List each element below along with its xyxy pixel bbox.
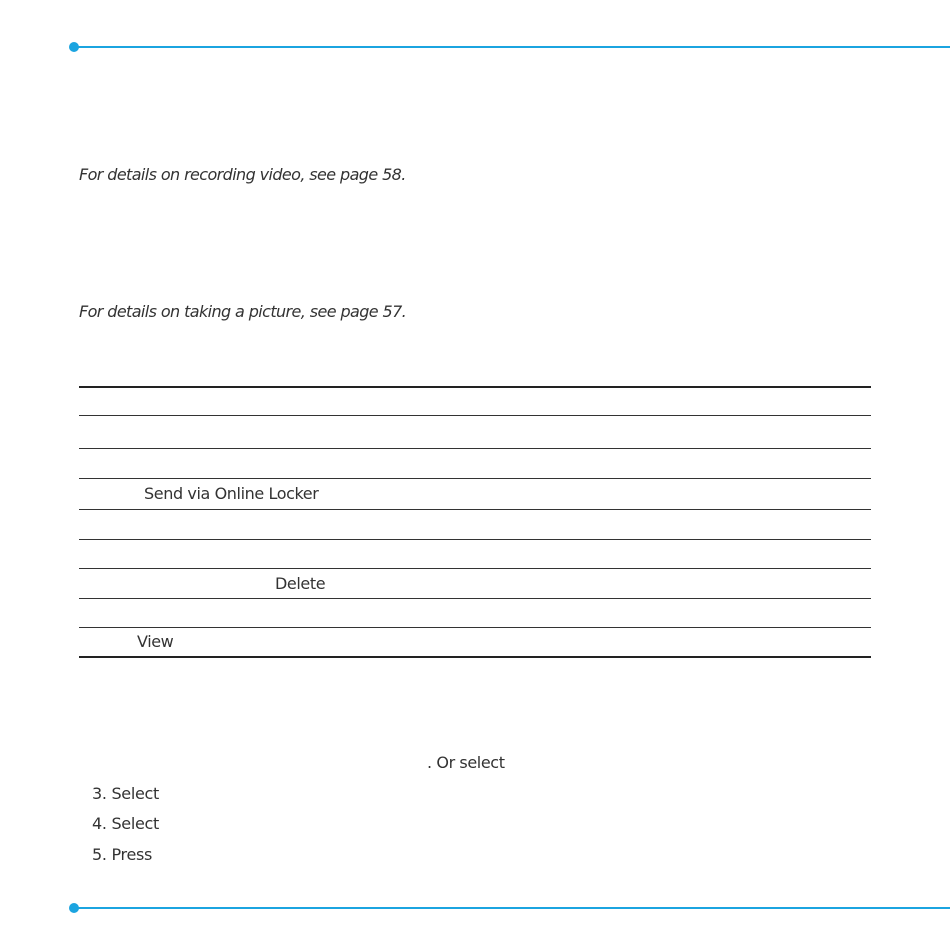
table-row-divider [79,598,871,599]
table-header-border [79,415,871,416]
table-row-divider [79,627,871,628]
video-page-note: For details on recording video, see page 58. [79,165,406,184]
table-row-divider [79,478,871,479]
instruction-step-4: 4. Select [92,814,160,833]
table-row-divider [79,509,871,510]
instruction-step-5: 5. Press [92,845,153,864]
table-row-label-delete: Delete [275,574,326,593]
table-row-divider [79,568,871,569]
table-row-label-view: View [137,632,174,651]
table-row-label-send-online-locker: Send via Online Locker [144,484,319,503]
instruction-fragment: . Or select [427,753,505,772]
table-top-border [79,386,871,388]
table-row-divider [79,448,871,449]
instruction-step-3: 3. Select [92,784,160,803]
picture-page-note: For details on taking a picture, see page 57. [79,302,407,321]
table-bottom-border [79,656,871,658]
table-row-divider [79,539,871,540]
top-rule-line [73,46,950,48]
bottom-rule-line [73,907,950,909]
